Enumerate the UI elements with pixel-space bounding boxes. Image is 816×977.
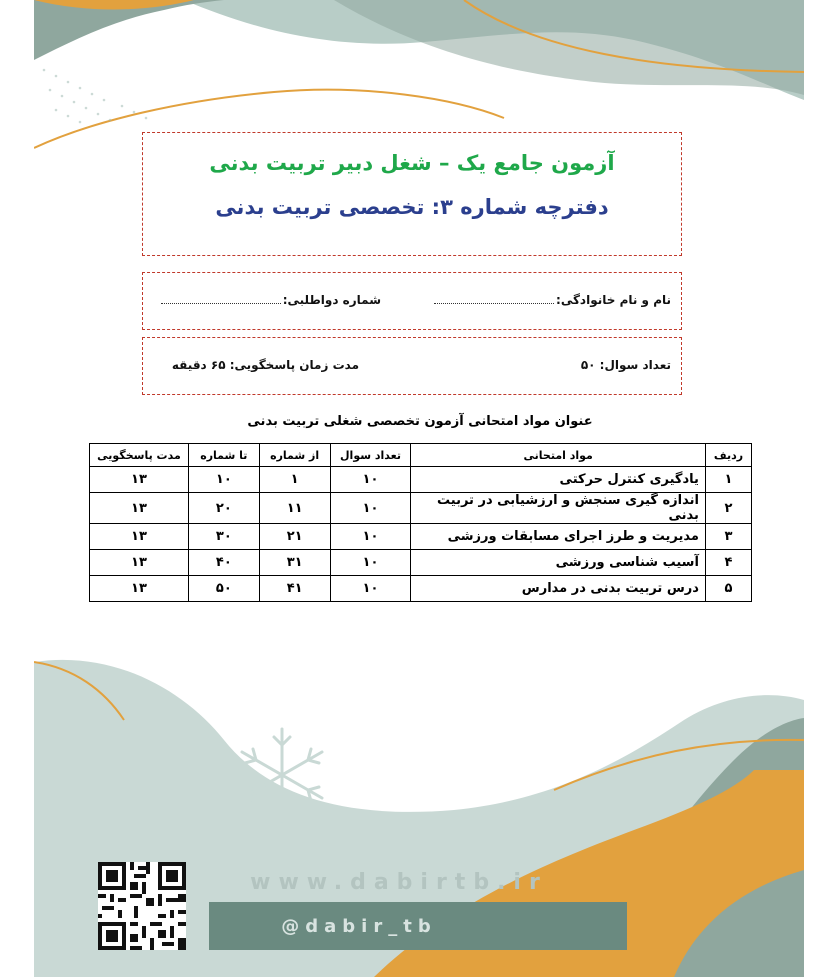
candidate-number-blank [161, 303, 281, 304]
from-number-cell: ۱۱ [259, 493, 330, 524]
duration-cell: ۱۳ [90, 524, 189, 550]
subjects-table-title: عنوان مواد امتحانی آزمون تخصصی شغلی تربیت بدنی [247, 414, 593, 429]
from-number-cell: ۲۱ [259, 524, 330, 550]
header-to-number: تا شماره [188, 444, 259, 467]
qr-code-icon[interactable] [98, 862, 186, 950]
row-number: ۳ [705, 524, 751, 550]
duration-cell: ۱۳ [90, 493, 189, 524]
booklet-subtitle: دفترچه شماره ۳: تخصصی تربیت بدنی [215, 195, 609, 219]
table-row [90, 493, 752, 524]
from-number-cell: ۱ [259, 467, 330, 493]
header-subject: مواد امتحانی [411, 444, 705, 467]
to-number-cell: ۲۰ [188, 493, 259, 524]
question-count-cell: ۱۰ [330, 493, 411, 524]
row-number: ۴ [705, 550, 751, 576]
name-blank [434, 303, 554, 304]
table-header-row [90, 444, 752, 467]
question-count: تعداد سوال: ۵۰ [580, 358, 671, 372]
to-number-cell: ۵۰ [188, 576, 259, 602]
question-count-cell: ۱۰ [330, 524, 411, 550]
from-number-cell: ۳۱ [259, 550, 330, 576]
row-number: ۵ [705, 576, 751, 602]
table-row [90, 524, 752, 550]
candidate-number-field [161, 293, 381, 307]
title-box [142, 132, 682, 256]
website-url[interactable]: www.dabirtb.ir [250, 870, 548, 895]
to-number-cell: ۱۰ [188, 467, 259, 493]
question-count-cell: ۱۰ [330, 576, 411, 602]
social-handle-bar[interactable] [209, 902, 627, 950]
header-from-number: از شماره [259, 444, 330, 467]
question-count-cell: ۱۰ [330, 467, 411, 493]
duration-cell: ۱۳ [90, 467, 189, 493]
from-number-cell: ۴۱ [259, 576, 330, 602]
row-number: ۱ [705, 467, 751, 493]
subject-name: آسیب شناسی ورزشی [411, 550, 705, 576]
exam-title: آزمون جامع یک – شغل دبیر تربیت بدنی [209, 151, 615, 175]
table-row [90, 576, 752, 602]
table-row [90, 550, 752, 576]
subject-name: اندازه گیری سنجش و ارزشیابی در تربیت بدنی [411, 493, 705, 524]
header-question-count: تعداد سوال [330, 444, 411, 467]
header-duration: مدت پاسخگویی [90, 444, 189, 467]
to-number-cell: ۳۰ [188, 524, 259, 550]
subject-name: مدیریت و طرز اجرای مسابقات ورزشی [411, 524, 705, 550]
candidate-box [142, 272, 682, 330]
exam-cover-page [34, 0, 804, 977]
name-label: نام و نام خانوادگی: [556, 293, 671, 307]
social-handle: @dabir_tb [281, 916, 437, 937]
subject-name: یادگیری کنترل حرکتی [411, 467, 705, 493]
table-row [90, 467, 752, 493]
exam-duration: مدت زمان پاسخگویی: ۶۵ دقیقه [171, 358, 359, 372]
question-count-cell: ۱۰ [330, 550, 411, 576]
candidate-number-label: شماره دواطلبی: [282, 293, 381, 307]
exam-info-box [142, 337, 682, 395]
subject-name: درس تربیت بدنی در مدارس [411, 576, 705, 602]
duration-cell: ۱۳ [90, 550, 189, 576]
duration-cell: ۱۳ [90, 576, 189, 602]
subjects-table [89, 443, 752, 602]
name-field [434, 293, 671, 307]
row-number: ۲ [705, 493, 751, 524]
header-row-number: ردیف [705, 444, 751, 467]
top-wave-decoration [34, 0, 804, 148]
to-number-cell: ۴۰ [188, 550, 259, 576]
